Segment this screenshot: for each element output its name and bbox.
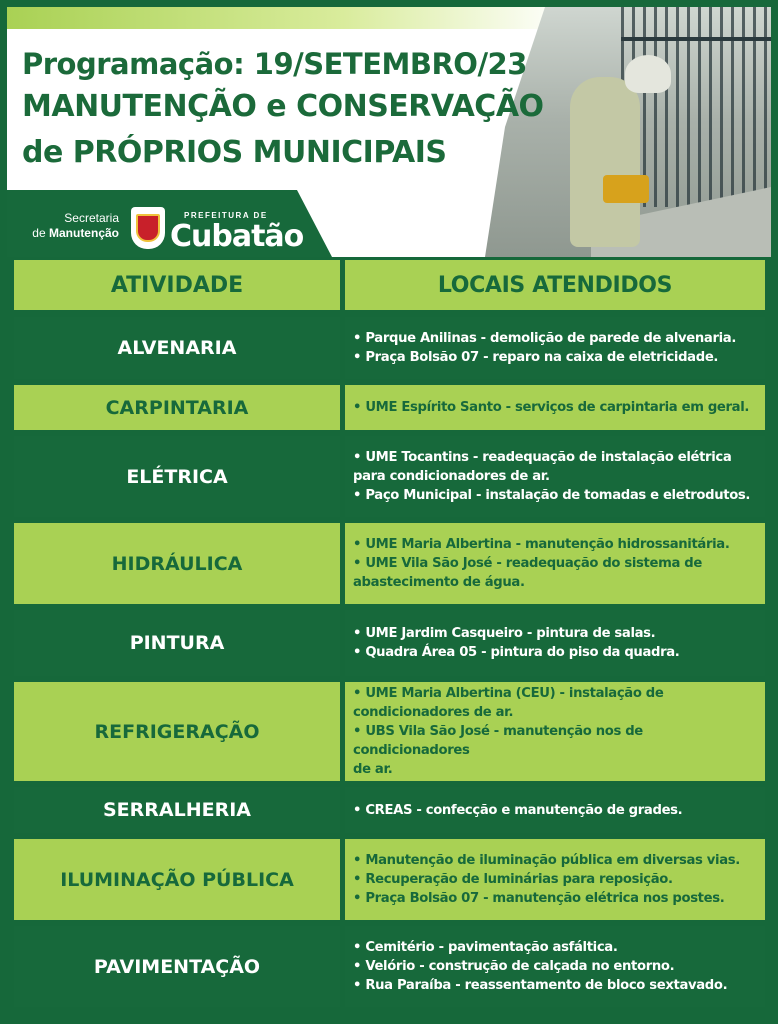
locations-cell [345,385,765,430]
header-locations: LOCAIS ATENDIDOS [345,260,765,310]
locations-cell [345,523,765,604]
fence-rail-graphic [621,37,771,41]
table-row [7,682,771,781]
location-line: • UME Maria Albertina (CEU) - instalação de [353,686,664,701]
location-line: abastecimento de água. [353,575,525,590]
location-line: • UME Tocantins - readequação de instalação elétrica [353,450,732,465]
location-line: • Parque Anilinas - demolição de parede de alvenaria. [353,331,736,346]
secretaria-line1: Secretaria [64,211,119,225]
location-line: • Quadra Área 05 - pintura do piso da quadra. [353,645,680,660]
crest-shield-icon [136,214,160,242]
activity-cell: REFRIGERAÇÃO [14,682,340,781]
locations-cell [345,610,765,676]
activity-cell: ILUMINAÇÃO PÚBLICA [14,839,340,920]
prefeitura-label: PREFEITURA DE [184,211,268,220]
location-line: • Rua Paraíba - reassentamento de bloco sextavado. [353,978,728,993]
location-line: • CREAS - confecção e manutenção de grades. [353,802,683,818]
table-row [7,839,771,920]
activity-cell: ELÉTRICA [14,436,340,517]
worker-figure [570,77,640,247]
location-line: • Praça Bolsão 07 - manutenção elétrica nos postes. [353,891,725,906]
worker-photo [485,7,771,257]
city-logo-text: Cubatão [170,219,304,254]
location-line: • UBS Vila São José - manutenção nos de condicionadores [353,724,643,758]
activity-cell: ALVENARIA [14,317,340,379]
header-activity: ATIVIDADE [14,260,340,310]
secretaria-de: de [32,226,49,240]
locations-cell [345,317,765,379]
location-line: • Manutenção de iluminação pública em diversas vias. [353,853,740,868]
location-line: • Recuperação de luminárias para reposição. [353,872,673,887]
title-sub: de PRÓPRIOS MUNICIPAIS [22,135,447,170]
helmet-graphic [625,55,671,93]
table-row [7,610,771,676]
locations-cell [345,839,765,920]
table-row [7,436,771,517]
location-line: • Praça Bolsão 07 - reparo na caixa de eletricidade. [353,350,719,365]
header [7,7,771,257]
location-line: • Paço Municipal - instalação de tomadas e eletrodutos. [353,488,751,503]
location-line: • Cemitério - pavimentação asfáltica. [353,940,618,955]
location-line: condicionadores de ar. [353,705,514,720]
drill-graphic [603,175,649,203]
activity-cell: SERRALHERIA [14,787,340,833]
secretaria-label [23,211,119,241]
location-line: • UME Maria Albertina - manutenção hidrossanitária. [353,537,730,552]
secretaria-name: Manutenção [48,226,119,240]
location-line: de ar. [353,762,393,777]
location-line: • UME Espírito Santo - serviços de carpintaria em geral. [353,400,750,415]
table-row [7,787,771,833]
locations-cell [345,787,765,833]
activity-cell: HIDRÁULICA [14,523,340,604]
locations-cell [345,926,765,1007]
table-header-row [7,260,771,310]
location-line: • Velório - construção de calçada no entorno. [353,959,675,974]
location-line: • UME Jardim Casqueiro - pintura de salas. [353,626,656,641]
table-row [7,317,771,379]
city-crest-icon [131,207,165,249]
table-row [7,385,771,430]
table-row [7,523,771,604]
location-line: • UME Vila São José - readequação do sistema de [353,556,702,571]
title-main: MANUTENÇÃO e CONSERVAÇÃO [22,89,544,124]
locations-cell [345,682,765,781]
activity-cell: CARPINTARIA [14,385,340,430]
table-row [7,926,771,1007]
locations-cell [345,436,765,517]
activity-cell: PAVIMENTAÇÃO [14,926,340,1007]
header-accent-band [7,7,567,29]
location-line: para condicionadores de ar. [353,469,550,484]
activity-cell: PINTURA [14,610,340,676]
title-date: Programação: 19/SETEMBRO/23 [22,47,527,81]
